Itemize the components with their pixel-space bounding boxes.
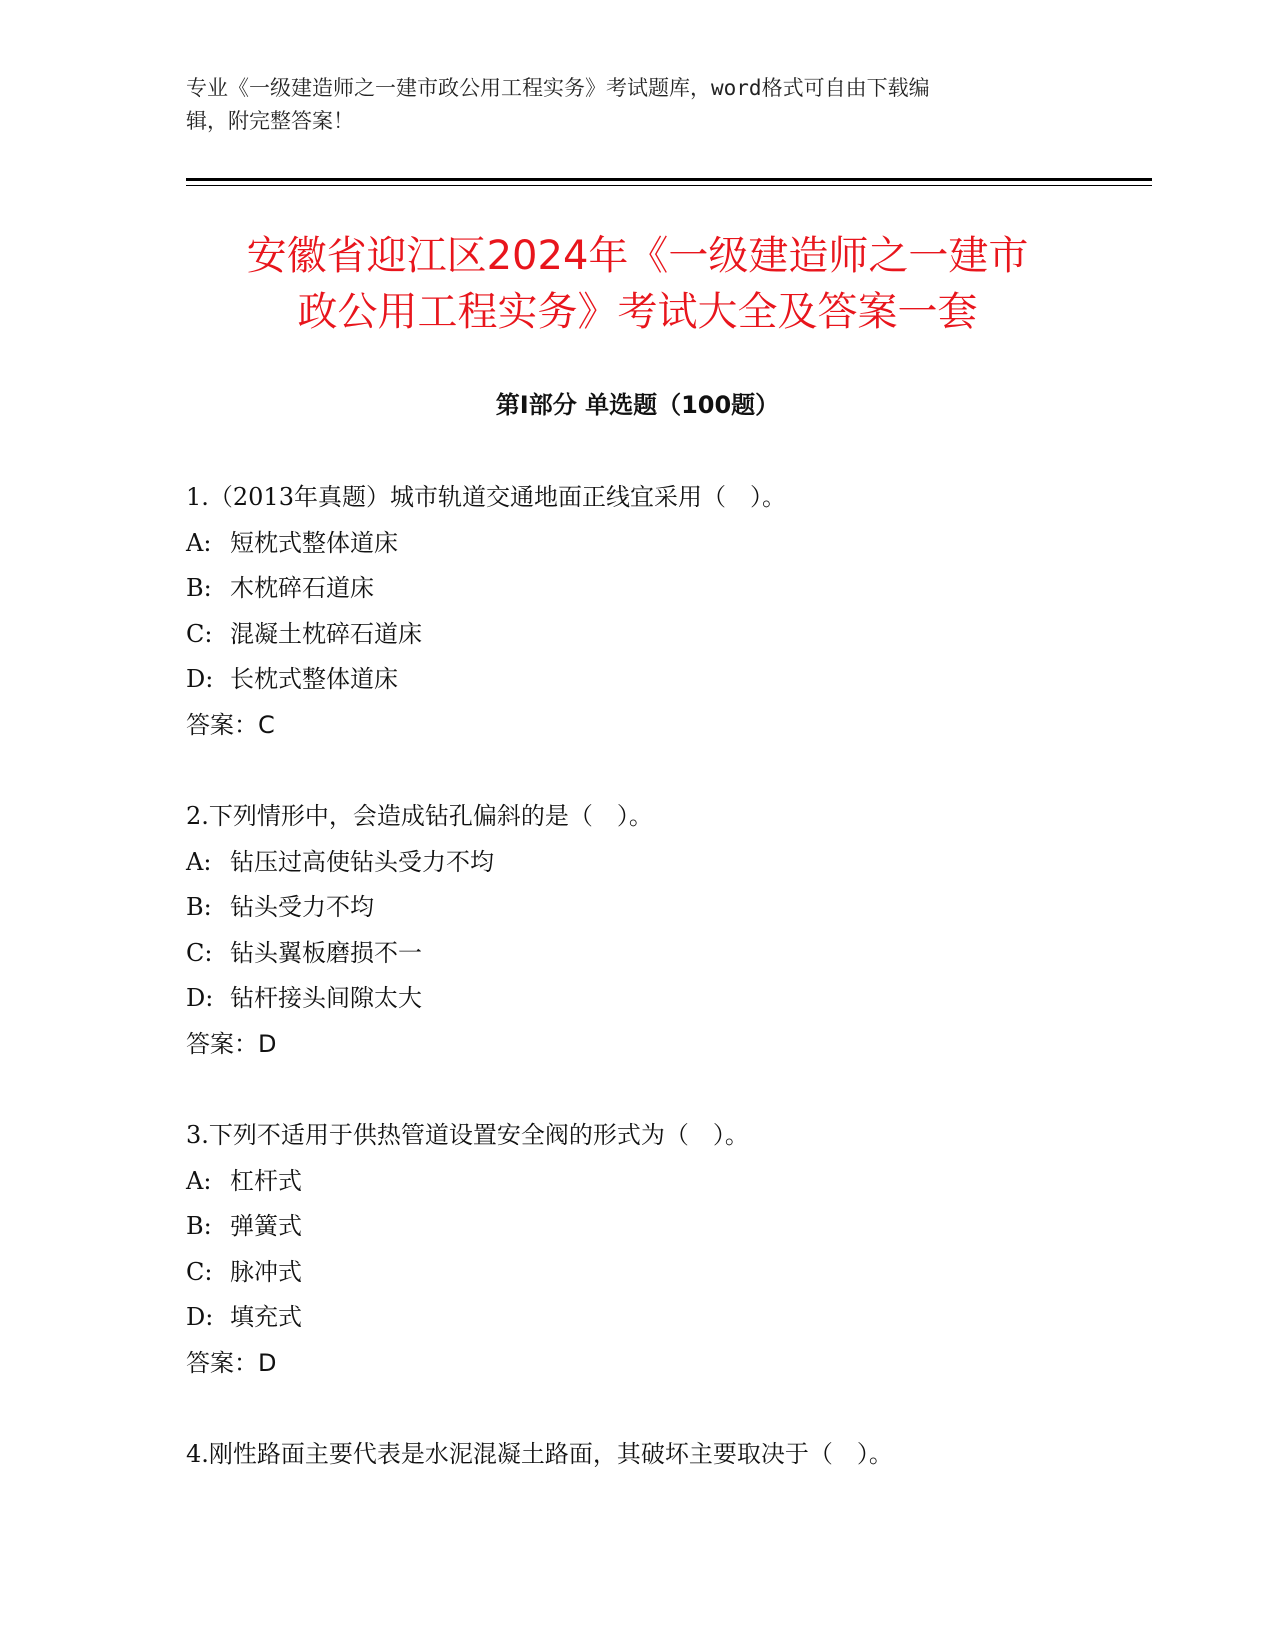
option-key: B:: [186, 574, 212, 602]
option-text: 混凝土枕碎石道床: [230, 619, 422, 648]
option-text: 钻杆接头间隙太大: [230, 984, 422, 1012]
option-text: 短枕式整体道床: [230, 528, 398, 557]
question-item: [186, 1432, 1166, 1478]
header-note-line: 辑，附完整答案！: [186, 109, 354, 133]
option-b: [186, 1204, 1166, 1250]
answer-line: 答案：D: [186, 1029, 277, 1058]
option-text: 弹簧式: [230, 1212, 302, 1240]
answer-line: 答案：C: [186, 710, 275, 739]
option-text: 钻头受力不均: [230, 893, 374, 921]
option-key: D:: [186, 984, 214, 1012]
question-item: [186, 794, 1166, 1067]
option-key: B:: [186, 893, 212, 921]
option-a: [186, 1159, 1166, 1205]
question-stem: 4.刚性路面主要代表是水泥混凝土路面，其破坏主要取决于（ ）。: [186, 1440, 893, 1468]
option-text: 长枕式整体道床: [230, 665, 398, 693]
option-c: [186, 931, 1166, 977]
document-title: [100, 228, 1175, 340]
option-key: A:: [186, 1166, 212, 1195]
option-key: A:: [186, 528, 212, 557]
question-list: [186, 475, 1166, 1524]
question-item: [186, 1113, 1166, 1386]
question-stem: 1.（2013年真题）城市轨道交通地面正线宜采用（ ）。: [186, 483, 786, 511]
option-key: C:: [186, 619, 213, 648]
header-note-line: 专业《一级建造师之一建市政公用工程实务》考试题库，word格式可自由下载编: [186, 76, 930, 100]
option-key: B:: [186, 1212, 212, 1240]
title-line: 安徽省迎江区2024年《一级建造师之一建市: [246, 233, 1029, 279]
option-c: [186, 1250, 1166, 1296]
option-key: D:: [186, 1303, 214, 1331]
option-text: 木枕碎石道床: [230, 574, 374, 602]
option-key: A:: [186, 847, 212, 876]
option-text: 脉冲式: [230, 1257, 302, 1286]
question-stem: 3.下列不适用于供热管道设置安全阀的形式为（ ）。: [186, 1121, 749, 1149]
option-b: [186, 885, 1166, 931]
header-divider-thin: [186, 185, 1152, 186]
header-divider-thick: [186, 178, 1152, 181]
option-d: [186, 1295, 1166, 1341]
option-c: [186, 612, 1166, 658]
answer-line: 答案：D: [186, 1348, 277, 1377]
option-text: 钻头翼板磨损不一: [230, 938, 422, 967]
header-note: [186, 72, 1066, 138]
option-key: C:: [186, 938, 213, 967]
option-key: D:: [186, 665, 214, 693]
option-key: C:: [186, 1257, 213, 1286]
option-text: 填充式: [230, 1303, 302, 1331]
option-d: [186, 657, 1166, 703]
section-heading: 第Ⅰ部分 单选题（100题）: [495, 391, 780, 419]
option-text: 钻压过高使钻头受力不均: [230, 847, 494, 876]
option-a: [186, 840, 1166, 886]
question-stem: 2.下列情形中，会造成钻孔偏斜的是（ ）。: [186, 802, 653, 830]
option-d: [186, 976, 1166, 1022]
question-item: [186, 475, 1166, 748]
option-a: [186, 521, 1166, 567]
title-line: 政公用工程实务》考试大全及答案一套: [297, 289, 978, 335]
option-b: [186, 566, 1166, 612]
option-text: 杠杆式: [230, 1166, 302, 1195]
